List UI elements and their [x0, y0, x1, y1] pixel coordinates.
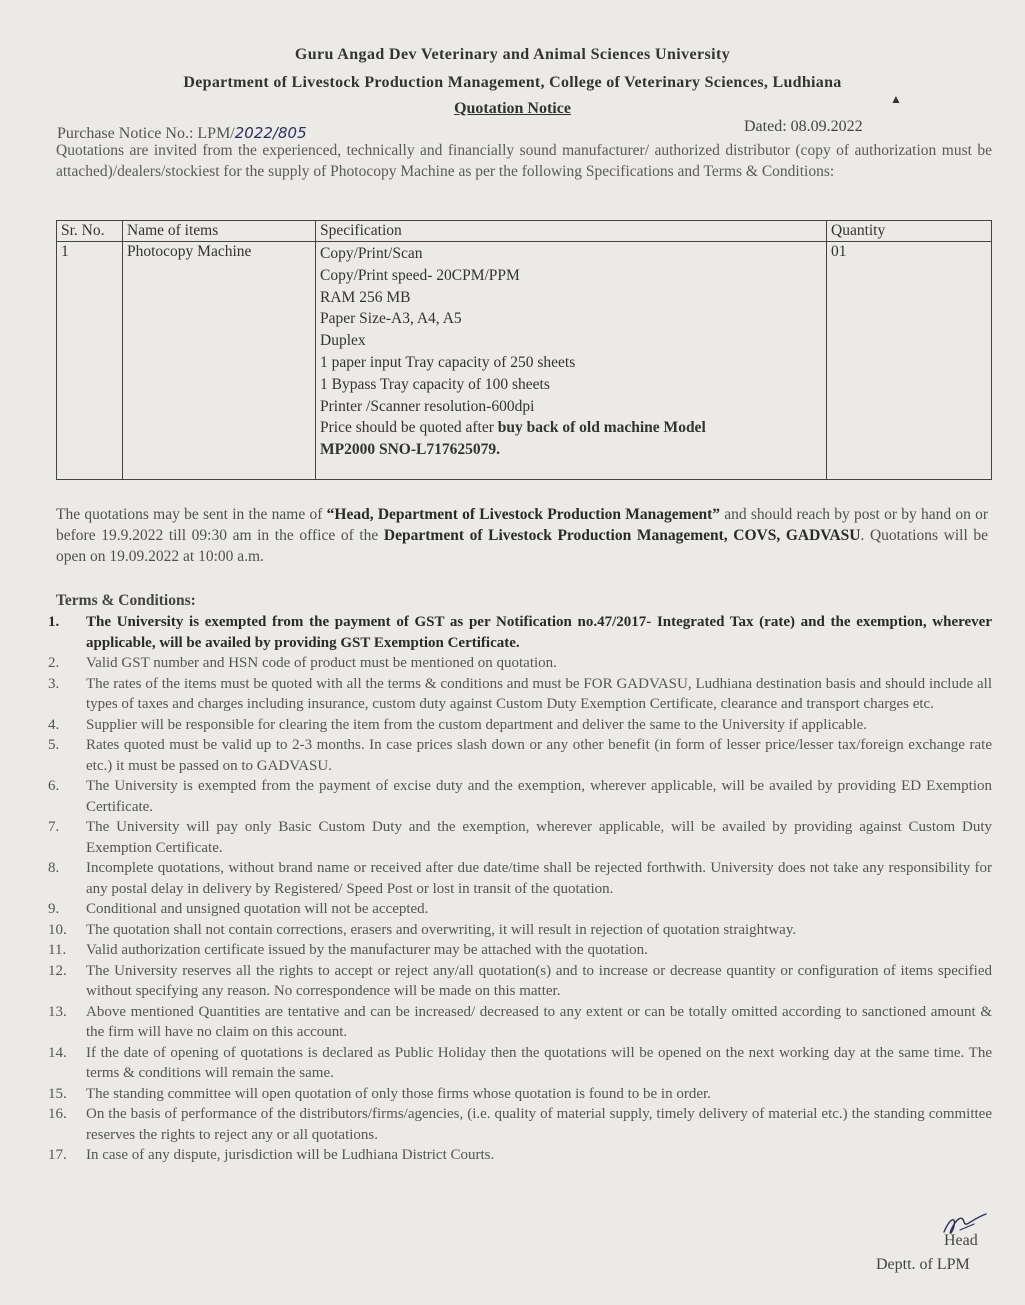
term-number: 6. — [48, 778, 60, 794]
list-item — [48, 858, 992, 899]
list-item — [48, 715, 992, 736]
term-number: 17. — [48, 1147, 67, 1163]
signatory-title: Head — [944, 1232, 978, 1249]
term-text: Rates quoted must be valid up to 2-3 months. In case prices slash down or any other benefit (in form of lesser price/lesser tax/foreign exchange rate etc.) it must be passed on to GADVASU. — [86, 737, 992, 774]
term-text: Incomplete quotations, without brand name or received after due date/time shall be rejected forthwith. University does not take any responsibility for any postal delay in delivery by Registered/ Speed Post or lost in transit of the quotation. — [86, 860, 992, 897]
spec-price-prefix: Price should be quoted after — [320, 419, 498, 437]
term-text: The quotation shall not contain corrections, erasers and overwriting, it will result in rejection of quotation straightway. — [86, 921, 797, 938]
department-name: Department of Livestock Production Management, College of Veterinary Sciences, Ludhiana — [183, 74, 842, 91]
term-number: 10. — [48, 921, 67, 938]
list-item — [48, 817, 992, 858]
term-text: Valid authorization certificate issued by the manufacturer may be attached with the quotation. — [86, 942, 648, 958]
table-row — [57, 242, 992, 480]
term-number: 3. — [48, 675, 60, 692]
term-text: The University reserves all the rights to accept or reject any/all quotation(s) and to increase or decrease quantity or configuration of items specified without specifying any reason. No correspondence will be made on this matter. — [86, 962, 992, 999]
table-header-row — [57, 221, 992, 242]
submission-office: Department of Livestock Production Management, COVS, GADVASU — [383, 527, 861, 544]
university-name: Guru Angad Dev Veterinary and Animal Sciences University — [294, 46, 731, 63]
term-text: Above mentioned Quantities are tentative and can be increased/ decreased to any extent or can be totally omitted according to sanctioned amount & the firm will have no claim on this account. — [86, 1003, 992, 1040]
submission-text-2: and should reach by post or by hand on or before 19.9.2022 till 09:30 am in the office of the — [56, 506, 988, 544]
submission-text-3: . Quotations will be open on 19.09.2022 at 10:00 a.m. — [56, 527, 988, 565]
spec-line: RAM 256 MB — [320, 288, 411, 306]
term-number: 4. — [48, 716, 60, 733]
term-text: Supplier will be responsible for clearing the item from the custom department and deliver the same to the University if applicable. — [86, 716, 868, 733]
term-number: 7. — [48, 819, 60, 835]
list-item — [48, 1084, 992, 1105]
submission-text-1: The quotations may be sent in the name of — [56, 506, 327, 523]
submission-addressee: “Head, Department of Livestock Production Management” — [326, 506, 720, 523]
spec-line: 1 Bypass Tray capacity of 100 sheets — [320, 375, 550, 393]
term-number: 15. — [48, 1085, 67, 1102]
handwritten-notice-number: 2022/805 — [234, 124, 307, 142]
term-text: On the basis of performance of the distributors/firms/agencies, (i.e. quality of material supply, timely delivery of material etc.) the standing committee reserves the rights to reject any or all quotations. — [86, 1106, 992, 1143]
term-text: The University is exempted from the payment of GST as per Notification no.47/2017- Integrated Tax (rate) and the exemption, wherever applicable, will be availed by providing GST Exemption Certificate. — [86, 614, 992, 651]
header-name-of-items: Name of items — [123, 221, 316, 242]
spec-line: 1 paper input Tray capacity of 250 sheets — [320, 353, 576, 371]
spec-model-number: MP2000 SNO-L717625079. — [320, 441, 500, 459]
term-number: 14. — [48, 1044, 67, 1061]
term-number: 1. — [48, 614, 60, 630]
specification-table — [56, 220, 992, 480]
term-text: The University is exempted from the payment of excise duty and the exemption, wherever applicable, will be availed by providing ED Exemption Certificate. — [86, 778, 992, 815]
term-text: Conditional and unsigned quotation will not be accepted. — [86, 901, 429, 917]
spec-price-buyback: buy back of old machine Model — [497, 419, 706, 437]
list-item — [48, 776, 992, 817]
cell-sr-no: 1 — [57, 242, 123, 480]
notice-date: Dated: 08.09.2022 — [744, 118, 863, 135]
term-text: The University will pay only Basic Custom Duty and the exemption, wherever applicable, will be availed by providing against Custom Duty Exemption Certificate. — [86, 819, 992, 856]
list-item — [48, 674, 992, 715]
term-number: 9. — [48, 901, 60, 917]
list-item — [48, 612, 992, 653]
list-item — [48, 920, 992, 941]
header-sr-no: Sr. No. — [57, 221, 123, 242]
submission-paragraph — [56, 504, 988, 567]
signatory-department: Deptt. of LPM — [876, 1256, 970, 1273]
term-number: 2. — [48, 655, 60, 671]
term-text: Valid GST number and HSN code of product must be mentioned on quotation. — [86, 655, 557, 671]
list-item — [48, 961, 992, 1002]
term-number: 13. — [48, 1003, 67, 1020]
term-number: 11. — [48, 942, 67, 958]
intro-paragraph: Quotations are invited from the experienced, technically and financially sound manufacturer/ authorized distributor (copy of authorization must be attached)/dealers/stockiest for the supply of Photocopy Machine as per the following Specifications and Terms & Conditions: — [56, 142, 992, 180]
terms-title: Terms & Conditions: — [56, 592, 196, 609]
cell-specification — [316, 242, 827, 480]
list-item — [48, 735, 992, 776]
list-item — [48, 1145, 992, 1166]
header-quantity: Quantity — [827, 221, 992, 242]
term-number: 5. — [48, 737, 60, 753]
list-item — [48, 1104, 992, 1145]
term-number: 8. — [48, 860, 60, 876]
term-number: 16. — [48, 1106, 67, 1122]
term-text: The standing committee will open quotation of only those firms whose quotation is found to be in order. — [86, 1085, 711, 1102]
spec-line: Duplex — [320, 332, 366, 350]
term-number: 12. — [48, 962, 67, 979]
list-item — [48, 940, 992, 961]
list-item — [48, 653, 992, 674]
term-text: The rates of the items must be quoted with all the terms & conditions and must be FOR GADVASU, Ludhiana destination basis and should include all types of taxes and charges including insurance, custom duty against Custom Duty Exemption Certificate, clearance and transport charges etc. — [86, 675, 992, 712]
corner-mark: ▲ — [890, 92, 902, 106]
spec-line-price — [320, 417, 822, 439]
spec-line: Printer /Scanner resolution-600dpi — [320, 397, 535, 415]
purchase-notice-label: Purchase Notice No.: LPM/ — [57, 125, 235, 142]
term-text: In case of any dispute, jurisdiction will be Ludhiana District Courts. — [86, 1147, 495, 1163]
list-item — [48, 899, 992, 920]
spec-line-model — [320, 439, 822, 461]
list-item — [48, 1002, 992, 1043]
spec-line: Paper Size-A3, A4, A5 — [320, 310, 462, 328]
spec-line: Copy/Print/Scan — [320, 245, 423, 262]
spec-line: Copy/Print speed- 20CPM/PPM — [320, 266, 520, 284]
list-item — [48, 1043, 992, 1084]
term-text: If the date of opening of quotations is declared as Public Holiday then the quotations will be opened on the next working day at the same time. The terms & conditions will remain the same. — [86, 1044, 992, 1081]
cell-item-name: Photocopy Machine — [123, 242, 316, 480]
terms-list — [48, 612, 992, 1166]
page-title: Quotation Notice — [454, 100, 571, 117]
cell-quantity: 01 — [827, 242, 992, 480]
header-specification: Specification — [316, 221, 827, 242]
